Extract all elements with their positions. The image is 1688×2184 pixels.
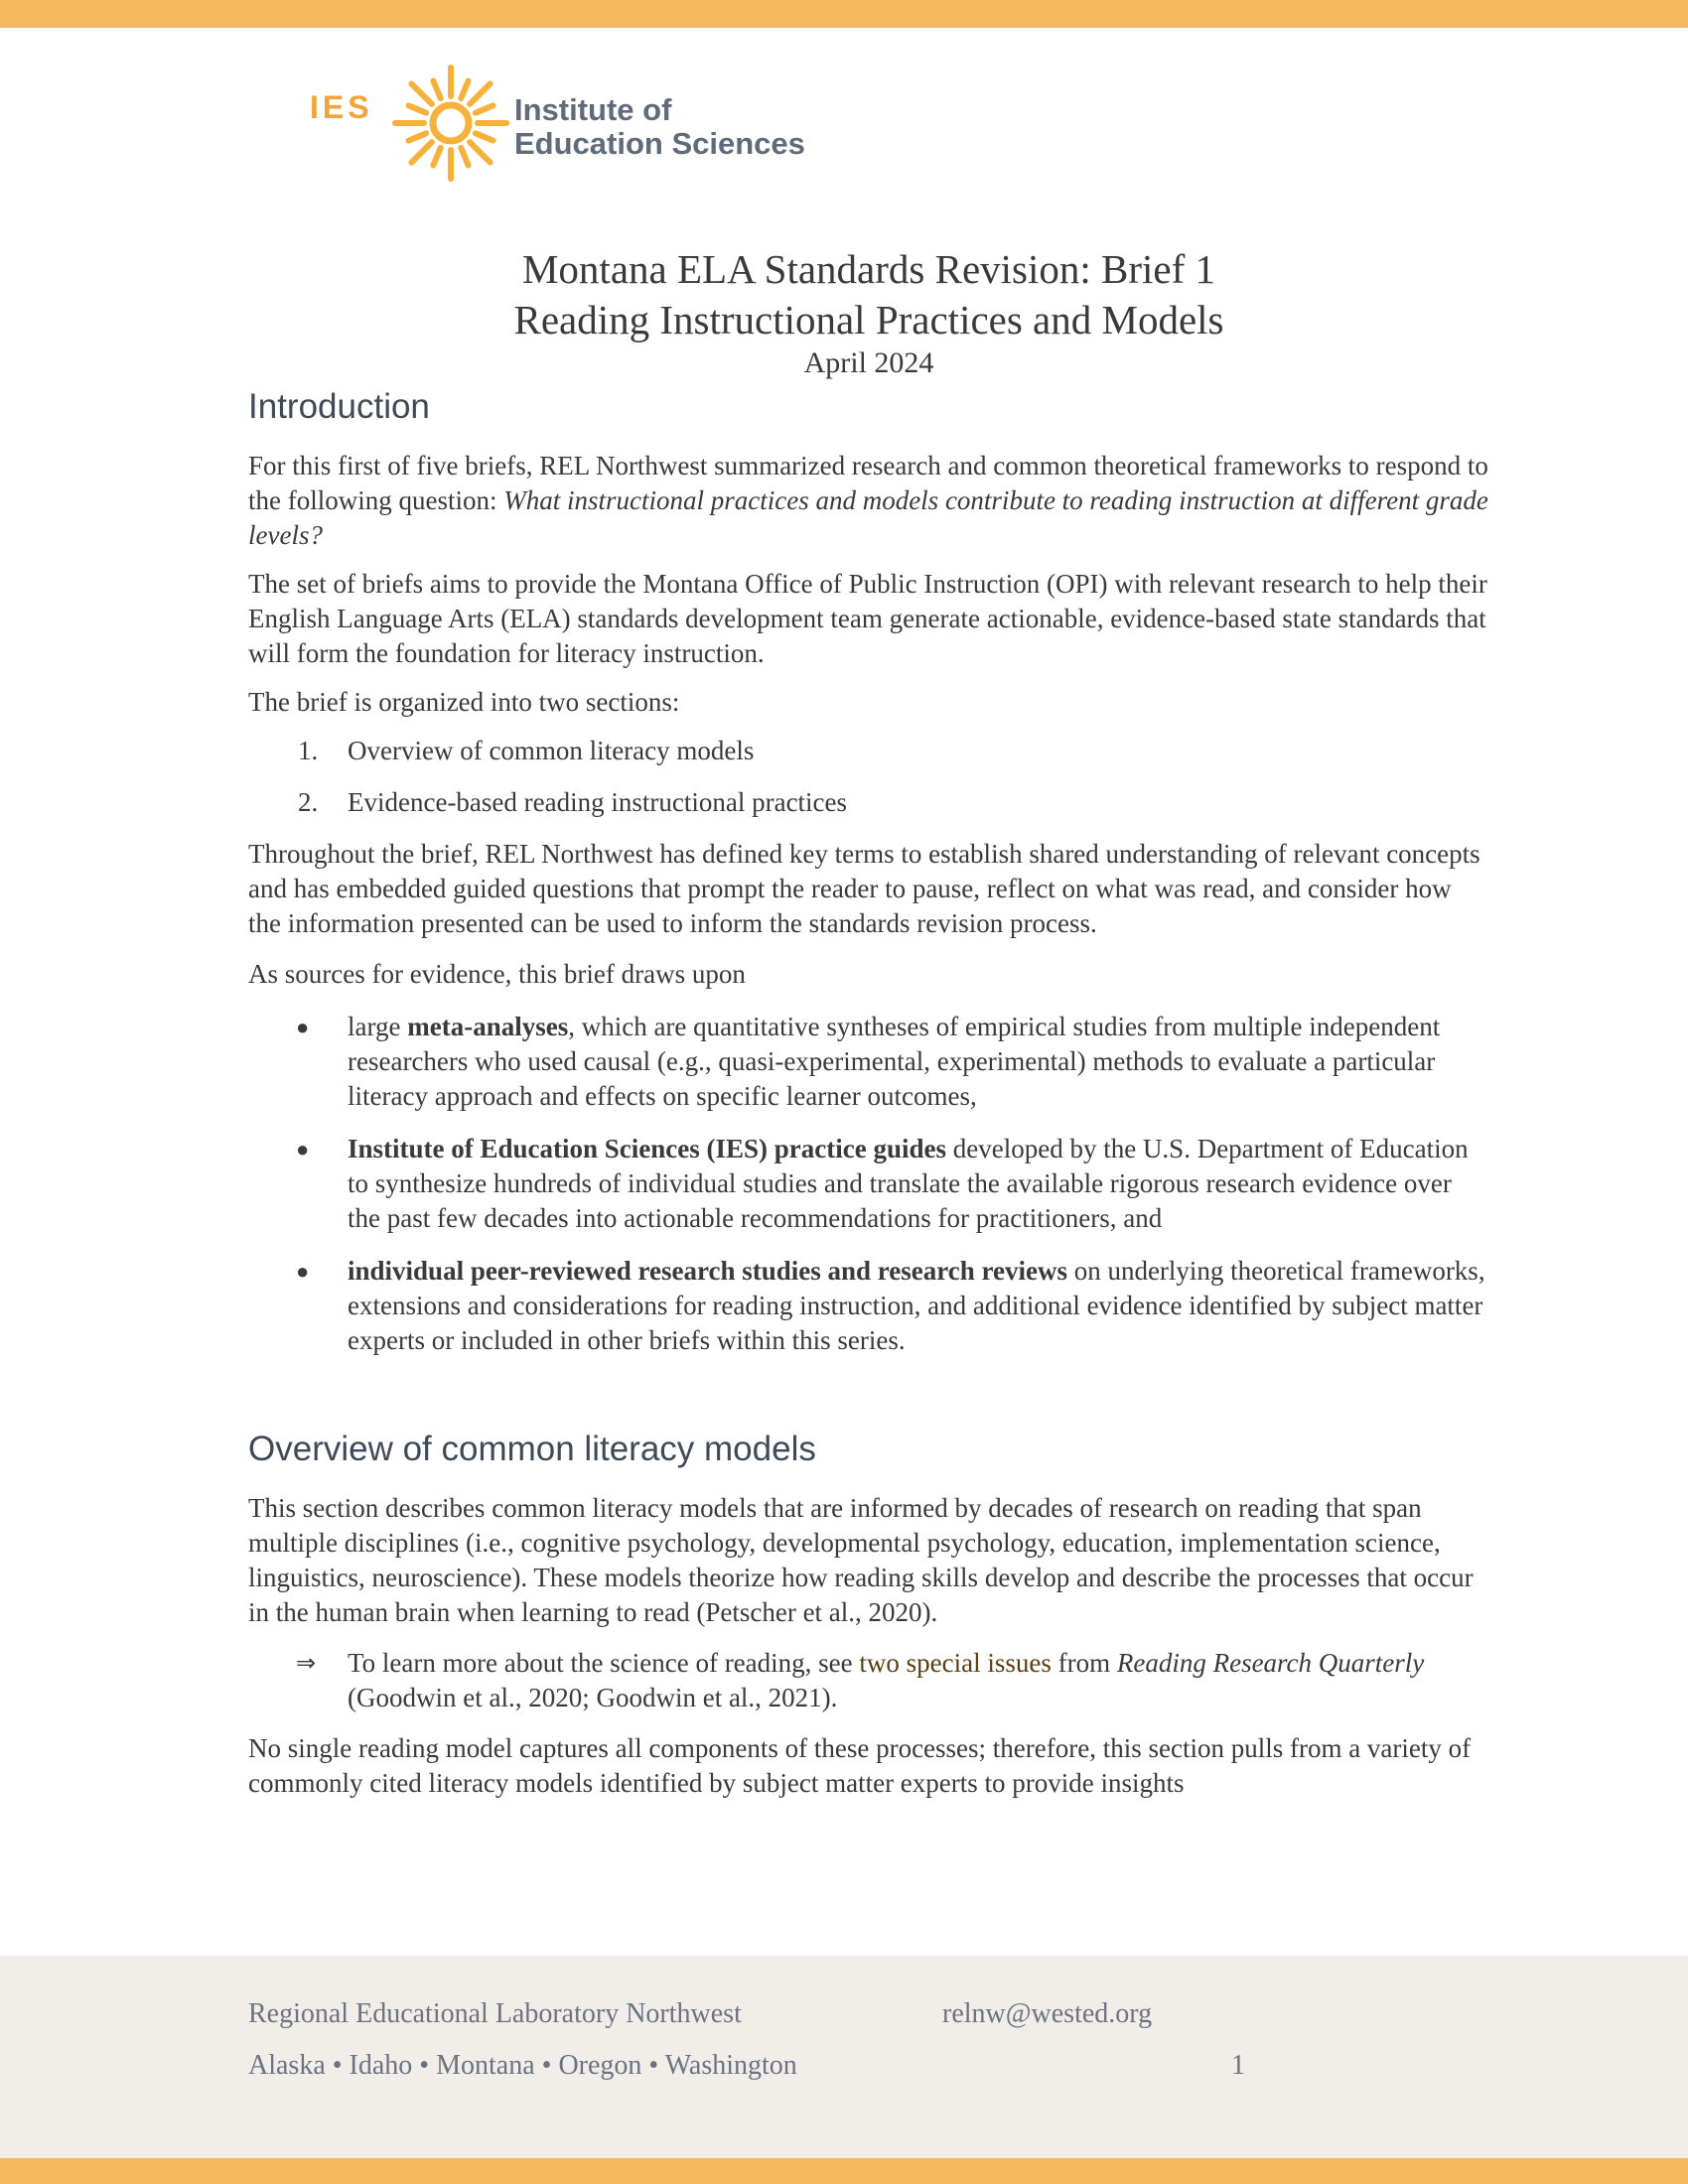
intro-paragraph-5: As sources for evidence, this brief draws upon	[248, 959, 746, 989]
main-content	[248, 381, 1489, 1801]
bullet-icon: ●	[296, 1137, 310, 1161]
page-number: 1	[1231, 2050, 1245, 2081]
footer-email[interactable]: relnw@wested.org	[942, 1998, 1153, 2029]
title-line-2: Reading Instructional Practices and Models	[513, 297, 1224, 342]
research-question: What instructional practices and models contribute to reading instruction at different grade levels?	[248, 485, 1488, 550]
logo-name: Institute of Education Sciences	[514, 92, 805, 161]
bullet-icon: ●	[296, 1259, 310, 1284]
intro-paragraph-2: The set of briefs aims to provide the Montana Office of Public Instruction (OPI) with relevant research to help their English Language Arts (ELA) standards development team generate actionable, evidence-based state standards that will form the foundation for literacy instruction.	[248, 569, 1487, 668]
title-line-1: Montana ELA Standards Revision: Brief 1	[521, 246, 1216, 292]
sun-ray	[476, 133, 493, 140]
intro-paragraph-1: For this first of five briefs, REL Northwest summarized research and common theoretical frameworks to respond to the following question: What instructional practices and models contribute to reading instruction at different grade levels?	[248, 451, 1488, 550]
sun-ray	[476, 105, 493, 112]
logo-abbreviation: IES	[310, 89, 373, 125]
publication-date: April 2024	[803, 346, 934, 379]
sun-ray	[470, 142, 491, 163]
sun-icon	[391, 64, 510, 183]
sun-ray	[409, 133, 427, 140]
page-footer	[0, 1956, 1688, 2158]
evidence-sources-list	[248, 1010, 1489, 1358]
sun-ray	[461, 81, 468, 99]
footer-states: Alaska • Idaho • Montana • Oregon • Washington	[248, 2050, 797, 2081]
bottom-accent-band	[0, 2158, 1688, 2184]
sun-ray	[461, 148, 468, 166]
introduction-heading: Introduction	[248, 387, 430, 426]
sun-ray	[411, 142, 432, 163]
document-title	[0, 244, 1688, 381]
top-accent-band	[0, 0, 1688, 28]
sun-ray	[433, 148, 440, 166]
list-item: ● large meta-analyses, which are quantitative syntheses of empirical studies from multiple independent researchers who used causal (e.g., quasi-experimental, experimental) methods to evaluate a particular literacy approach and effects on specific learner outcomes,	[296, 1012, 1441, 1111]
footer-organization: Regional Educational Laboratory Northwest	[248, 1998, 742, 2029]
sun-ray	[433, 81, 440, 99]
list-item: ● individual peer-reviewed research studies and research reviews on underlying theoretical frameworks, extensions and considerations for reading instruction, and additional evidence identified by subject matter experts or included in other briefs within this series.	[296, 1256, 1485, 1355]
overview-paragraph-2: No single reading model captures all components of these processes; therefore, this section pulls from a variety of commonly cited literacy models identified by subject matter experts to provide insights	[248, 1733, 1472, 1798]
overview-heading: Overview of common literacy models	[248, 1430, 816, 1468]
section-list	[248, 734, 1489, 820]
overview-paragraph-1: This section describes common literacy models that are informed by decades of research on reading that span multiple disciplines (i.e., cognitive psychology, developmental psychology, education, implementation science, linguistics, neuroscience). These models theorize how reading skills develop and describe the processes that occur in the human brain when learning to read (Petscher et al., 2020).	[248, 1493, 1474, 1627]
special-issues-link[interactable]: two special issues	[859, 1648, 1052, 1678]
list-item: ● Institute of Education Sciences (IES) practice guides developed by the U.S. Department of Education to synthesize hundreds of individual studies and translate the available rigorous research evidence over the past few decades into actionable recommendations for practitioners, and	[296, 1134, 1469, 1233]
sun-ray	[470, 83, 491, 104]
sun-ray	[411, 83, 432, 104]
intro-paragraph-4: Throughout the brief, REL Northwest has defined key terms to establish shared understanding of relevant concepts and has embedded guided questions that prompt the reader to pause, reflect on what was read, and consider how the information presented can be used to inform the standards revision process.	[248, 839, 1480, 938]
sun-ray	[409, 105, 427, 112]
right-double-arrow-icon: ⇒	[296, 1649, 317, 1677]
intro-paragraph-3: The brief is organized into two sections:	[248, 687, 680, 717]
list-item: 2. Evidence-based reading instructional practices	[298, 787, 848, 817]
list-item: 1. Overview of common literacy models	[298, 736, 755, 765]
further-reading-note: ⇒ To learn more about the science of reading, see two special issues from Reading Research Quarterly (Goodwin et al., 2020; Goodwin et al., 2021).	[296, 1648, 1425, 1712]
bullet-icon: ●	[296, 1015, 310, 1039]
